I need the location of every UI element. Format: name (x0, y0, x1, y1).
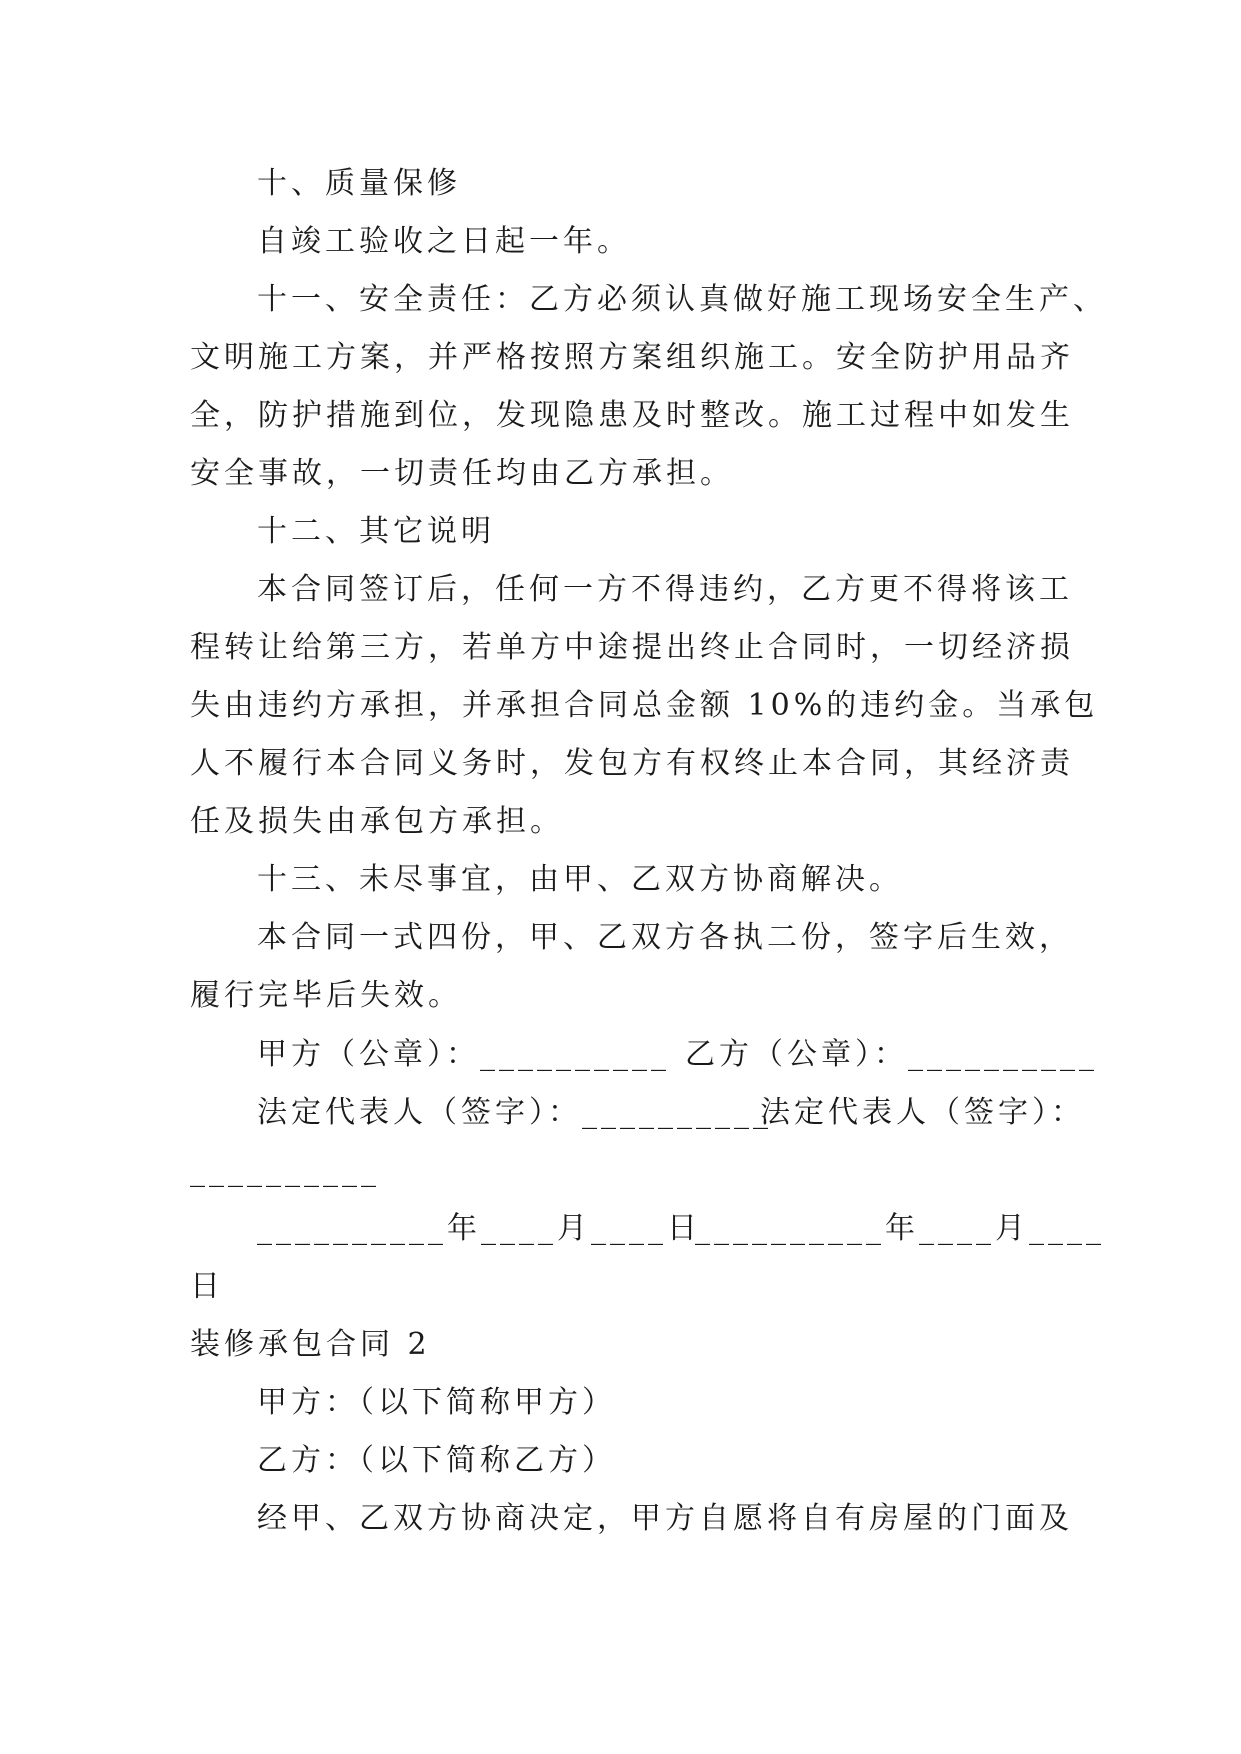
party-b-representative: 法定代表人（签字）： (760, 1095, 1085, 1130)
party-b-seal: 乙方（公章）：__________ (685, 1037, 1098, 1072)
paragraph-line: 失由违约方承担，并承担合同总金额 10%的违约金。当承包 (190, 688, 1099, 723)
paragraph-line: 本合同一式四份，甲、乙双方各执二份，签字后生效， (257, 920, 1073, 955)
paragraph-line: 任及损失由承包方承担。 (190, 804, 564, 839)
section-10-heading: 十、质量保修 (257, 166, 461, 201)
date-party-a: __________年____月____日 (257, 1211, 701, 1246)
paragraph-line: 文明施工方案，并严格按照方案组织施工。安全防护用品齐 (190, 340, 1074, 375)
section-12-heading: 十二、其它说明 (257, 514, 495, 549)
paragraph-line: 本合同签订后，任何一方不得违约，乙方更不得将该工 (257, 572, 1073, 607)
section-11-heading: 十一、安全责任：乙方必须认真做好施工现场安全生产、 (257, 282, 1107, 317)
paragraph-line: 全，防护措施到位，发现隐患及时整改。施工过程中如发生 (190, 398, 1074, 433)
contract-2-intro: 经甲、乙双方协商决定，甲方自愿将自有房屋的门面及 (257, 1501, 1073, 1536)
paragraph-line: 自竣工验收之日起一年。 (257, 224, 631, 259)
contract-2-party-b: 乙方：（以下简称乙方） (257, 1443, 616, 1478)
party-a-seal: 甲方（公章）：__________ (257, 1037, 670, 1072)
section-13-heading: 十三、未尽事宜，由甲、乙双方协商解决。 (257, 862, 903, 897)
paragraph-line: 安全事故，一切责任均由乙方承担。 (190, 456, 734, 491)
paragraph-line: 履行完毕后失效。 (190, 978, 462, 1013)
party-b-representative-line: __________ (190, 1153, 380, 1188)
paragraph-line: 程转让给第三方，若单方中途提出终止合同时，一切经济损 (190, 630, 1074, 665)
date-party-b-end: 日 (190, 1269, 224, 1304)
contract-2-title: 装修承包合同 2 (190, 1327, 431, 1362)
contract-2-party-a: 甲方：（以下简称甲方） (257, 1385, 616, 1420)
party-a-representative: 法定代表人（签字）：__________ (257, 1095, 772, 1130)
date-party-b: __________年____月____ (695, 1211, 1105, 1246)
paragraph-line: 人不履行本合同义务时，发包方有权终止本合同，其经济责 (190, 746, 1074, 781)
